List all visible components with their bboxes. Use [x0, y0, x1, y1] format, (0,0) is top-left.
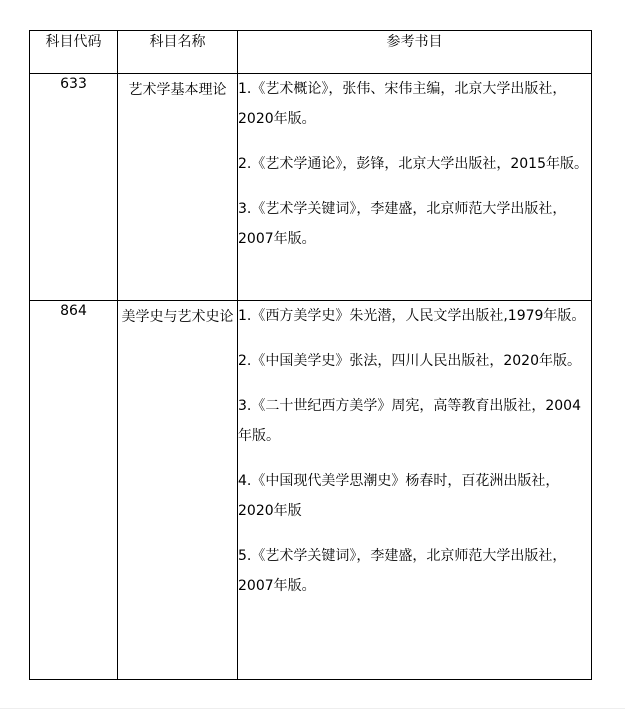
- subject-name: 艺术学基本理论: [118, 74, 238, 301]
- book-entry: 5.《艺术学关键词》，李建盛，北京师范大学出版社，2007年版。: [238, 548, 567, 594]
- book-entry: 2.《艺术学通论》，彭锋，北京大学出版社，2015年版。: [238, 156, 588, 172]
- book-entry: 1.《西方美学史》朱光潜，人民文学出版社,1979年版。: [238, 308, 586, 324]
- table-row: [30, 301, 592, 680]
- header-subject-name: 科目名称: [118, 31, 238, 74]
- subject-code: 864: [30, 301, 118, 680]
- book-entry: 2.《中国美学史》张法，四川人民出版社，2020年版。: [238, 353, 581, 369]
- table-header-row: [30, 31, 592, 74]
- book-entry: 3.《艺术学关键词》，李建盛，北京师范大学出版社，2007年版。: [238, 201, 567, 247]
- header-reference-books: 参考书目: [238, 31, 592, 74]
- reference-books-cell: [238, 301, 592, 680]
- subject-code: 633: [30, 74, 118, 301]
- book-entry: 3.《二十世纪西方美学》周宪，高等教育出版社，2004年版。: [238, 398, 581, 444]
- divider: [0, 708, 625, 709]
- reference-books-table: [29, 30, 592, 680]
- book-entry: 1.《艺术概论》，张伟、宋伟主编，北京大学出版社，2020年版。: [238, 81, 567, 127]
- header-subject-code: 科目代码: [30, 31, 118, 74]
- subject-name: 美学史与艺术史论: [118, 301, 238, 680]
- book-entry: 4.《中国现代美学思潮史》杨春时，百花洲出版社，2020年版: [238, 473, 560, 519]
- reference-books-cell: [238, 74, 592, 301]
- table-row: [30, 74, 592, 301]
